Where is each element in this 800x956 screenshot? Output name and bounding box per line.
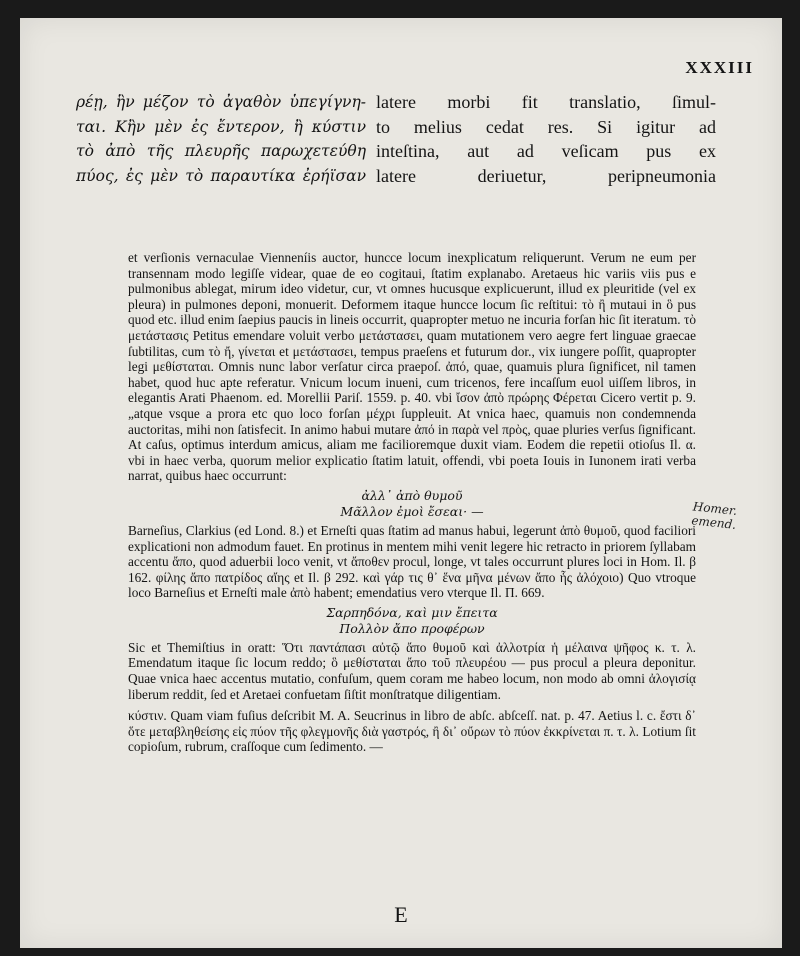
greek-column	[76, 90, 366, 188]
latin-line: inteſtina, aut ad veſicam pus ex	[376, 141, 716, 161]
document-page	[20, 18, 782, 948]
page-number: XXXIII	[685, 58, 754, 77]
greek-line: τὸ ἀπὸ τῆς πλευρῆς παρωχετεύθη	[76, 142, 366, 160]
commentary	[128, 250, 696, 755]
verse-line: Σαρπηδόνα, καὶ μιν ἔπειτα	[326, 604, 498, 620]
verse-quote	[128, 488, 696, 520]
parallel-text	[76, 90, 716, 188]
handwritten-margin-note: Homer. emend.	[690, 499, 738, 532]
verse-quote	[128, 605, 696, 637]
paragraph: et verſionis vernaculae Vienneníis auctor, huncce locum inexplicatum reliquerunt. Verum ne eum per transennam modo legiſſe videar, quae de eo cogitaui, ſtatim explanabo. Aretaeus hic variis viis pus e pulmonibus ablegat, mirum ideo videtur, cur, vt omnes hucusque explicuerunt, illud ex pleuritide (vel ex pleura) in pulmones deponi, monuerit. Deformem itaque huncce locum ſic reſtitui: τὸ ἢ mutaui in ὃ pus quod etc. illud enim ſaepius paucis in lineis occurrit, quapropter metuo ne incuria forſan hic ſit iteratum. τὸ μετάστασις Petitus emendare voluit verbo μετάστασει, quam mutationem vero aegre fert linguae graecae ſubtilitas, cum τὸ ἤ, γίνεται et μετάστασει, tempus praeſens et futurum dor., vix iungere poſſit, quapropter legi μεθίσταται. Omnis nunc labor verſatur circa praepoſ. ἀπό, quae, quamuis plura ſignificet, nil tamen habet, quod huc apte referatur. Vnicum locum inueni, cum tricenos, fere incaſſum euol uiſſem libros, in elegantis Arati Phaenom. ed. Morellii Pariſ. 1559. p. 40. vbi ἴσον ἀπὸ πρώρης Φέρεται Cicero vertit p. 9. „atque vsque a prora etc quo loco forſan μέχρι ſuppleuit. At vnica haec, quamuis non condemnenda auctoritas, mihi non ſatisfecit. In animo habui mutare ἀπό in παρὰ vel πρὸς, quae pluries verſus ſignificant. At caſus, optimus interdum amicus, aliam me facilioremque duxit viam. Eodem die repetii otioſus Il. α. vbi in haec verba, quorum melior explicatio ſtatim latuit, offendi, vbi poeta Iouis in Iunonem irati verba narrat, quibus haec occurrunt:	[128, 250, 696, 484]
latin-column	[376, 90, 716, 188]
latin-line: latere deriuetur, peripneumonia	[376, 165, 716, 186]
latin-line: to melius cedat res. Si igitur ad	[376, 116, 716, 137]
paragraph: Barneſius, Clarkius (ed Lond. 8.) et Erneſti quas ſtatim ad manus habui, legerunt ἀπὸ θυμοῦ, quod faciliori explicationi non admodum fauet. En protinus in mentem mihi venit legere hic retracto in priorem ſyllabam accentu ἄπο, quod aduerbii loco venit, vt ἄποθεν procul, longe, vt tales occurrunt plures loci in Hom. Il. β 162. φίλης ἄπο πατρίδος αἴης et Il. β 292. καὶ γάρ τις θ᾽ ἕνα μῆνα μένων ἄπο ἧς ἀλόχοιο) Quo vtroque loco Barneſius et Erneſti male ἀπὸ habent; emendatius vero vterque Il. Π. 669.	[128, 522, 696, 601]
paragraph: Sic et Themiſtius in oratt: Ὅτι παντάπασι αὐτῷ ἄπο θυμοῦ καὶ ἀλλοτρία ἡ μέλαινα ψῆφος κ. τ. λ. Emendatum itaque ſic locum reddo; ὃ μεθίσταται ἄπο τοῦ πλευρέου — pus procul a pleura deponitur. Quae vnica haec accentus mutatio, confuſum, quem coram me habeo locum, non modo ab omni ἀλογισίᾳ liberum reddit, ſed et Aretaei confuetam ſiſtit monſtratque diligentiam.	[128, 639, 696, 702]
paragraph: κύστιν. Quam viam fuſius deſcribit M. A. Seucrinus in libro de abſc. abſceſſ. nat. p. 47. Aetius l. c. ἔστι δ᾽ ὅτε μεταβληθείσης εἰς πύον τῆς φλεγμονῆς διὰ γαστρός, ἢ δι᾽ οὔρων τὸ πύον ἐκκρίνεται π. τ. λ. Lotium ſit copioſum, rubrum, craſſoque cum ſedimento. —	[128, 708, 696, 755]
verse-line: Μᾶλλον ἐμοὶ ἔσεαι· —	[340, 503, 484, 519]
verse-line: ἀλλ᾽ ἀπὸ θυμοῦ	[361, 487, 463, 503]
greek-line: ται. Κἢν μὲν ἐς ἔντερον, ἢ κύστιν	[76, 117, 366, 136]
greek-line: ρέῃ, ἣν μέζον τὸ ἀγαθὸν ὑπεγίγνη-	[76, 93, 366, 111]
verse-line: Πολλὸν ἄπο προφέρων	[339, 620, 485, 636]
latin-line: latere morbi fit translatio, ſimul-	[376, 92, 716, 112]
signature-mark: E	[394, 902, 408, 927]
greek-line: πύος, ἐς μὲν τὸ παραυτίκα ἐρήϊσαν	[76, 166, 366, 185]
